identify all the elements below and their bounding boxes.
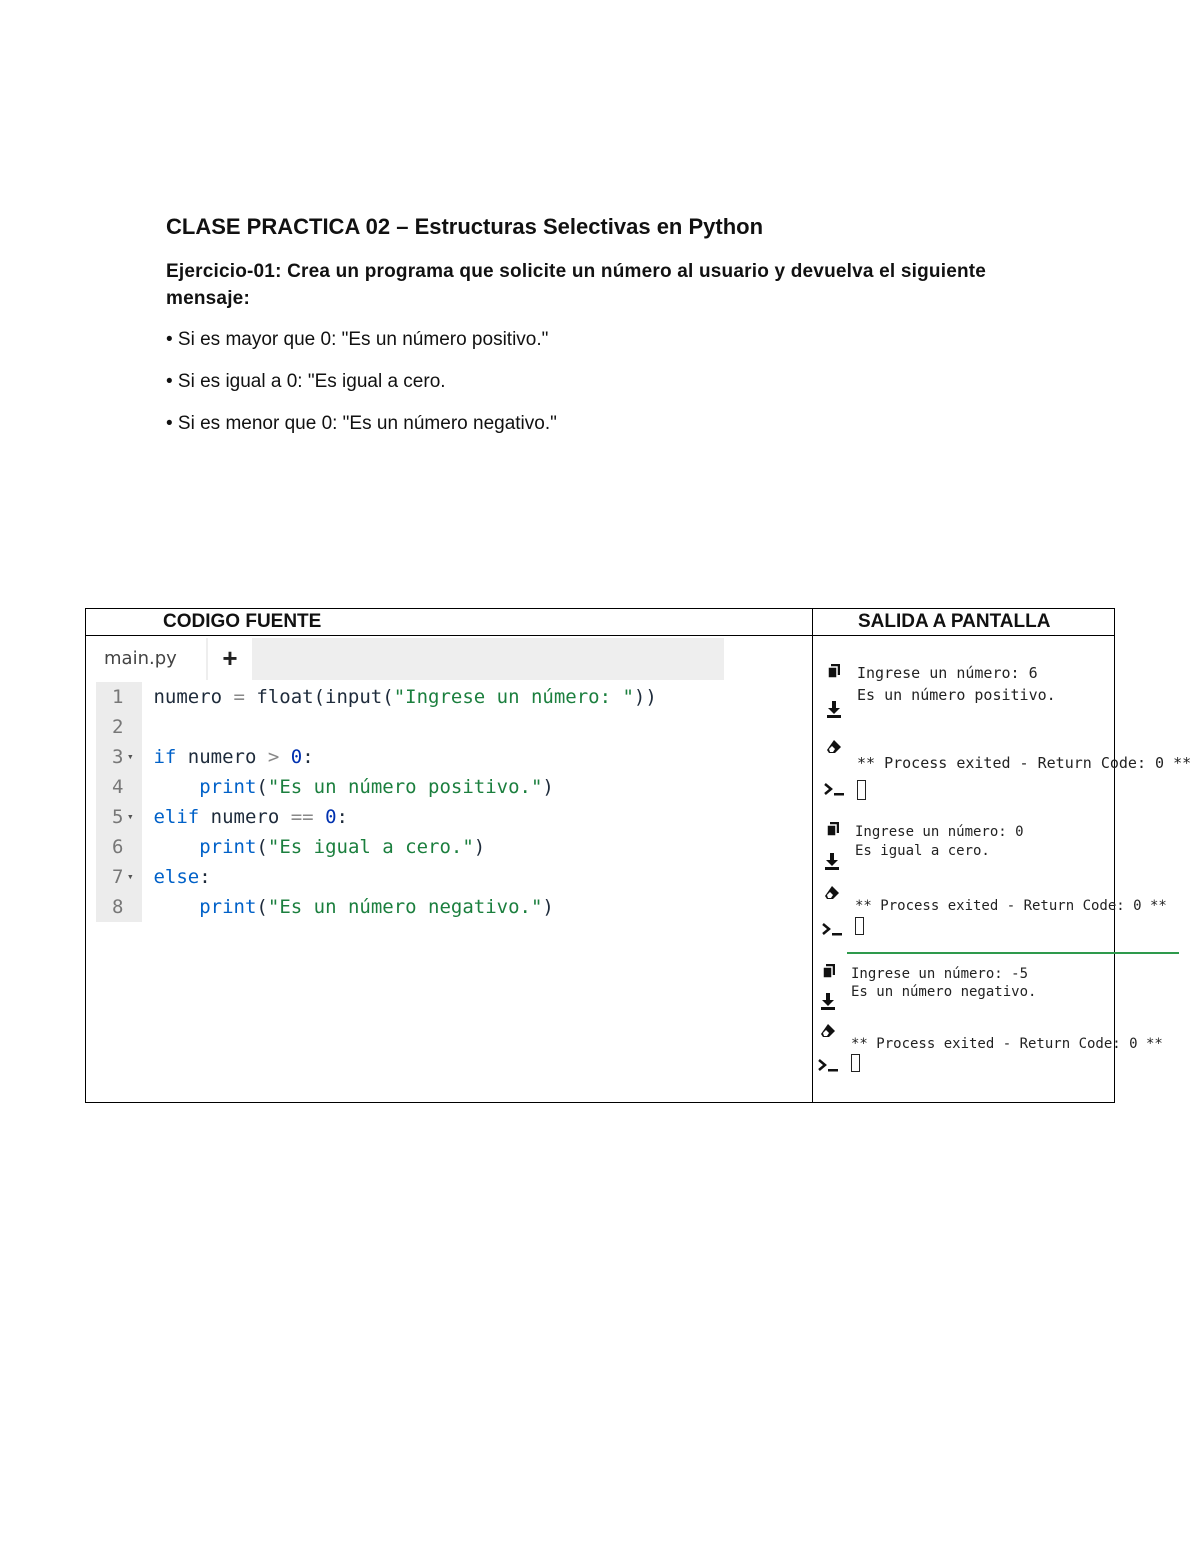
code-line[interactable] <box>96 862 657 892</box>
code-token: "Ingrese un número: " <box>393 686 634 708</box>
code-line[interactable] <box>96 802 657 832</box>
line-number: 2 <box>96 712 142 742</box>
code-line[interactable] <box>96 772 657 802</box>
code-token: 0 <box>290 746 303 768</box>
exercise-table <box>85 608 1192 1103</box>
line-number: 1 <box>96 682 142 712</box>
eraser-icon[interactable] <box>825 738 843 756</box>
console-result-line: Es un número positivo. <box>857 686 1056 704</box>
code-token: else <box>153 866 200 888</box>
code-token: print <box>199 896 257 918</box>
code-token: float(input( <box>256 686 394 708</box>
code-token: 0 <box>325 806 337 828</box>
code-token <box>153 896 199 918</box>
tab-main-py[interactable]: main.py <box>96 638 206 680</box>
code-token: ) <box>473 836 486 858</box>
code-token: "Es un número negativo." <box>267 896 543 918</box>
console-prompt-line: Ingrese un número: 6 <box>857 664 1038 682</box>
code-line[interactable] <box>96 832 657 862</box>
line-number: 7 ▾ <box>96 862 142 892</box>
code-token: : <box>199 866 211 888</box>
code-token: numero <box>210 806 291 828</box>
document-title: CLASE PRACTICA 02 – Estructuras Selectivas en Python <box>166 214 764 239</box>
eraser-icon[interactable] <box>823 884 841 902</box>
code-token: print <box>199 836 257 858</box>
condition-item: • Si es menor que 0: "Es un número negativo." <box>166 413 557 434</box>
code-token: ( <box>256 896 268 918</box>
process-exit-line: ** Process exited - Return Code: 0 ** <box>857 754 1192 772</box>
terminal-cursor <box>857 780 866 800</box>
terminal-cursor <box>851 1054 860 1072</box>
line-number: 5 ▾ <box>96 802 142 832</box>
code-token: print <box>199 776 257 798</box>
line-number: 6 <box>96 832 142 862</box>
fold-toggle-icon[interactable]: ▾ <box>127 750 134 763</box>
panel-divider <box>847 952 1179 954</box>
line-number: 4 <box>96 772 142 802</box>
process-exit-line: ** Process exited - Return Code: 0 ** <box>851 1036 1163 1052</box>
code-token: = <box>233 686 257 708</box>
source-code-header: CODIGO FUENTE <box>86 609 813 636</box>
code-token: "Es un número positivo." <box>267 776 543 798</box>
code-editor <box>86 636 812 1102</box>
exercise-statement: Ejercicio-01: Crea un programa que solicite un número al usuario y devuelva el siguiente mensaje: <box>166 261 987 309</box>
terminal-cursor <box>855 917 864 935</box>
code-area[interactable] <box>96 682 657 922</box>
console-result-line: Es igual a cero. <box>855 843 990 859</box>
code-token: elif <box>153 806 211 828</box>
process-exit-line: ** Process exited - Return Code: 0 ** <box>855 898 1167 914</box>
download-icon[interactable] <box>823 852 841 870</box>
download-icon[interactable] <box>819 992 837 1010</box>
condition-list <box>166 328 557 454</box>
copy-icon[interactable] <box>825 820 843 838</box>
code-token <box>153 776 199 798</box>
code-token: )) <box>633 686 657 708</box>
code-token: "Es igual a cero." <box>267 836 474 858</box>
condition-item: • Si es mayor que 0: "Es un número positivo." <box>166 329 549 350</box>
code-token: numero <box>187 746 268 768</box>
code-line[interactable] <box>96 682 657 712</box>
line-number: 8 <box>96 892 142 922</box>
download-icon[interactable] <box>825 700 843 718</box>
code-token <box>153 836 199 858</box>
code-token: > <box>267 746 291 768</box>
line-number: 3 ▾ <box>96 742 142 772</box>
code-line[interactable] <box>96 712 657 742</box>
fold-toggle-icon[interactable]: ▾ <box>127 870 134 883</box>
copy-icon[interactable] <box>821 962 839 980</box>
terminal-icon[interactable] <box>823 780 847 798</box>
eraser-icon[interactable] <box>819 1022 837 1040</box>
code-token: : <box>302 746 314 768</box>
code-token: numero <box>153 686 234 708</box>
code-token: : <box>336 806 348 828</box>
code-token: ( <box>256 776 268 798</box>
code-token: ) <box>542 776 554 798</box>
console-prompt-line: Ingrese un número: 0 <box>855 824 1024 840</box>
add-tab-button[interactable]: + <box>208 638 252 680</box>
screen-output-cell <box>813 636 1192 1103</box>
code-token: ( <box>256 836 268 858</box>
console-result-line: Es un número negativo. <box>851 984 1037 1000</box>
copy-icon[interactable] <box>826 662 844 680</box>
console-output <box>813 636 1192 1102</box>
fold-toggle-icon[interactable]: ▾ <box>127 810 134 823</box>
screen-output-header: SALIDA A PANTALLA <box>813 609 1115 636</box>
code-line[interactable] <box>96 892 657 922</box>
terminal-icon[interactable] <box>821 920 845 938</box>
condition-item: • Si es igual a 0: "Es igual a cero. <box>166 371 446 392</box>
code-token: if <box>153 746 188 768</box>
editor-tab-bar <box>96 638 724 680</box>
terminal-icon[interactable] <box>817 1056 841 1074</box>
code-token: ) <box>542 896 554 918</box>
code-token: == <box>290 806 326 828</box>
console-prompt-line: Ingrese un número: -5 <box>851 966 1029 982</box>
code-line[interactable] <box>96 742 657 772</box>
source-code-cell <box>86 636 813 1103</box>
